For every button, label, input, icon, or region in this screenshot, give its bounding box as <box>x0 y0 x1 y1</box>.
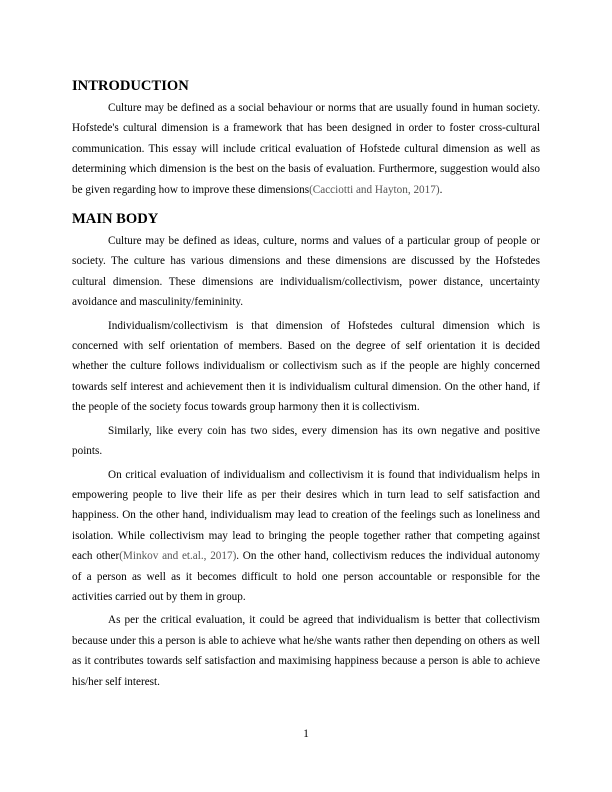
paragraph-text: Similarly, like every coin has two sides, every dimension has its own negative and positive points. <box>72 424 540 458</box>
introduction-paragraph <box>72 98 540 200</box>
main-body-paragraph-5 <box>72 610 540 692</box>
citation: (Minkov and et.al., 2017) <box>119 550 237 563</box>
paragraph-text-after: . On the other hand, collectivism reduces the individual autonomy of a person as well as it becomes difficult to hold one person accountable or responsible for the activities carried out by them in group. <box>72 550 541 603</box>
main-body-paragraph-3 <box>72 421 540 462</box>
citation: (Cacciotti and Hayton, 2017) <box>309 183 440 196</box>
main-body-paragraph-4 <box>72 465 540 608</box>
section-heading-introduction: INTRODUCTION <box>72 78 189 94</box>
paragraph-text: As per the critical evaluation, it could be agreed that individualism is better that collectivism because under this a person is able to achieve what he/she wants rather then depending on others as well as it contributes towards self satisfaction and maximising happiness because a person is able to achieve his/her self interest. <box>72 614 540 688</box>
main-body-paragraph-2 <box>72 316 540 418</box>
section-heading-main-body: MAIN BODY <box>72 211 159 228</box>
main-body-paragraph-1 <box>72 231 540 313</box>
paragraph-text-after: . <box>439 183 443 196</box>
paragraph-text: Culture may be defined as a social behaviour or norms that are usually found in human society. Hofstede's cultural dimension is a framework that has been designed in order to foster cross-cultural communication. This essay will include critical evaluation of Hofstede cultural dimension as well as determining which dimension is the best on the basis of evaluation. Furthermore, suggestion would also be given regarding how to improve these dimensions <box>72 102 540 196</box>
page-number: 1 <box>303 728 309 740</box>
paragraph-text: Individualism/collectivism is that dimension of Hofstedes cultural dimension which is concerned with self orientation of members. Based on the degree of self orientation it is decided whether the culture follows individualism or collectivism such as if the people are highly concerned towards self interest and achievement then it is individualism cultural dimension. On the other hand, if the people of the society focus towards group harmony then it is collectivism. <box>72 319 540 414</box>
paragraph-text: Culture may be defined as ideas, culture, norms and values of a particular group of people or society. The culture has various dimensions and these dimensions are discussed by the Hofstedes cultural dimension. These dimensions are individualism/collectivism, power distance, uncertainty avoidance and masculinity/femininity. <box>72 235 540 309</box>
paragraph-text: On critical evaluation of individualism and collectivism it is found that individualism helps in empowering people to live their life as per their desires which in turn lead to self satisfaction and happiness. On the other hand, individualism may lead to creation of the feelings such as loneliness and isolation. While collectivism may lead to bringing the people together rather that competing against each other <box>72 468 540 563</box>
